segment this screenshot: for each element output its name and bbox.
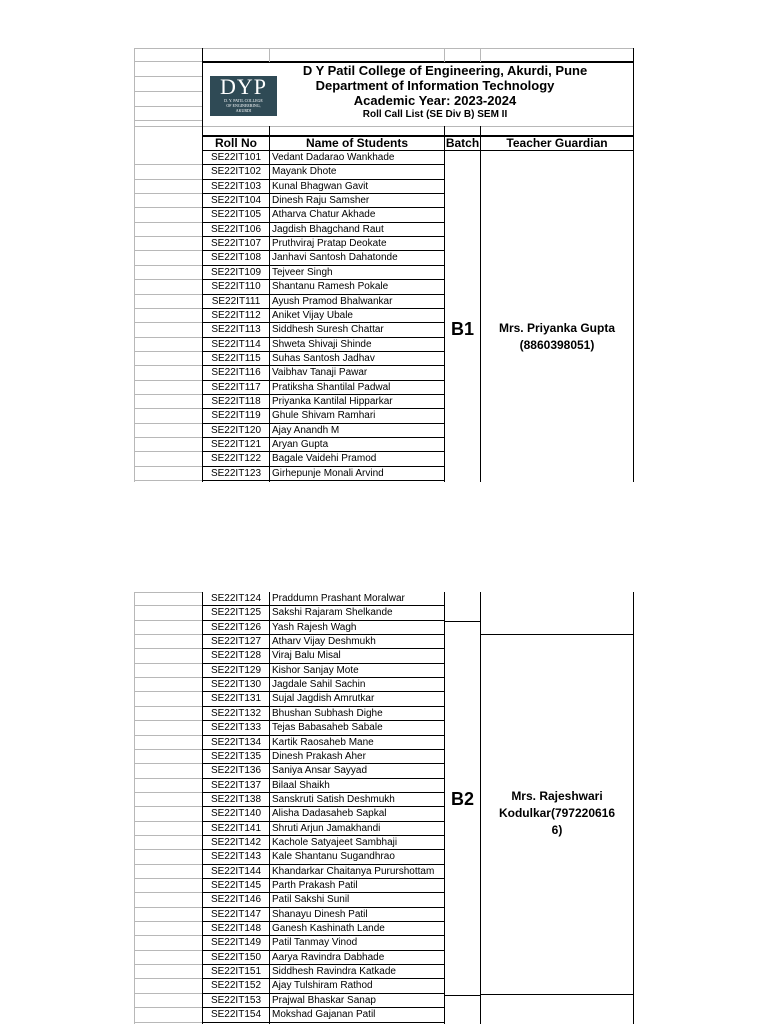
student-name-cell: Sujal Jagdish Amrutkar [272, 693, 375, 705]
logo-line-3: AKURDI [235, 108, 252, 113]
student-name-cell: Aarya Ravindra Dabhade [272, 951, 385, 963]
roll-number-cell: SE22IT118 [211, 395, 261, 407]
roll-number-cell: SE22IT153 [210, 994, 262, 1006]
roll-number-cell: SE22IT127 [210, 636, 262, 648]
roll-number-cell: SE22IT107 [210, 238, 262, 250]
column-header-roll-no: Roll No [215, 136, 257, 150]
roll-number-cell: SE22IT135 [210, 750, 262, 762]
roll-number-cell: SE22IT101 [210, 152, 262, 163]
roll-number-cell: SE22IT150 [210, 951, 262, 963]
roll-number-cell: SE22IT133 [210, 722, 262, 734]
logo-mark: DYP [219, 74, 267, 99]
roll-number-cell: SE22IT125 [210, 607, 262, 619]
roll-number-cell: SE22IT109 [210, 266, 262, 278]
roll-number-cell: SE22IT129 [210, 664, 262, 676]
student-name-cell: Vaibhav Tanaji Pawar [272, 367, 368, 379]
student-name-cell: Siddhesh Suresh Chattar [272, 324, 384, 336]
student-name-cell: Kachole Satyajeet Sambhaji [272, 836, 398, 848]
roll-number-cell: SE22IT144 [210, 865, 262, 877]
roll-number-cell: SE22IT117 [211, 381, 261, 393]
roll-number-cell: SE22IT116 [211, 367, 261, 379]
student-name-cell: Aryan Gupta [272, 439, 329, 450]
student-name-cell: Shanayu Dinesh Patil [272, 908, 368, 920]
student-name-cell: Aniket Vijay Ubale [272, 309, 353, 321]
roll-number-cell: SE22IT147 [210, 908, 262, 920]
student-name-cell: Priyanka Kantilal Hipparkar [272, 395, 393, 407]
roll-number-cell: SE22IT112 [211, 309, 261, 321]
student-name-cell: Patil Tanmay Vinod [272, 937, 358, 949]
academic-year: Academic Year: 2023-2024 [353, 93, 517, 108]
student-name-cell: Girhepunje Monali Arvind [272, 467, 384, 479]
student-name-cell: Patil Sakshi Sunil [272, 894, 350, 906]
guardian-name-b2: Mrs. Rajeshwari [511, 789, 603, 803]
student-name-cell: Praddumn Prashant Moralwar [272, 593, 405, 604]
student-name-cell: Parth Prakash Patil [272, 880, 358, 891]
roll-number-cell: SE22IT114 [211, 338, 261, 350]
roll-number-cell: SE22IT106 [210, 223, 262, 235]
college-logo [210, 76, 277, 116]
student-name-cell: Ajay Anandh M [272, 424, 340, 436]
roll-number-cell: SE22IT154 [210, 1009, 262, 1021]
logo-line-2: OF ENGINEERING, [226, 103, 261, 108]
student-name-cell: Kale Shantanu Sugandhrao [272, 851, 395, 863]
student-name-cell: Tejveer Singh [272, 266, 333, 278]
student-name-cell: Saniya Ansar Sayyad [272, 765, 368, 777]
student-name-cell: Kishor Sanjay Mote [272, 664, 359, 676]
roll-number-cell: SE22IT128 [210, 650, 262, 662]
student-name-cell: Yash Rajesh Wagh [272, 621, 357, 633]
column-header-name: Name of Students [305, 136, 408, 150]
guardian-phone-b2-cont: 6) [551, 823, 563, 837]
roll-number-cell: SE22IT143 [210, 851, 262, 863]
student-name-cell: Bilaal Shaikh [272, 779, 330, 791]
roll-number-cell: SE22IT105 [210, 209, 262, 221]
student-name-cell: Viraj Balu Misal [272, 650, 341, 662]
student-name-cell: Ayush Pramod Bhalwankar [272, 295, 393, 307]
student-name-cell: Bhushan Subhash Dighe [272, 707, 383, 719]
student-name-cell: Ghule Shivam Ramhari [272, 410, 376, 422]
student-name-cell: Jagdish Bhagchand Raut [272, 223, 384, 235]
student-name-cell: Prajwal Bhaskar Sanap [272, 994, 376, 1006]
roll-number-cell: SE22IT148 [210, 923, 262, 935]
roll-number-cell: SE22IT122 [210, 453, 262, 465]
student-name-cell: Sakshi Rajaram Shelkande [272, 607, 393, 619]
roll-number-cell: SE22IT138 [210, 793, 262, 805]
student-name-cell: Jagdale Sahil Sachin [272, 679, 366, 691]
roll-number-cell: SE22IT124 [210, 593, 262, 604]
student-name-cell: Shantanu Ramesh Pokale [272, 281, 389, 293]
guardian-name-b1: Mrs. Priyanka Gupta [498, 321, 616, 335]
roll-number-cell: SE22IT126 [210, 621, 262, 633]
roll-number-cell: SE22IT103 [210, 180, 262, 192]
roll-number-cell: SE22IT111 [211, 295, 261, 307]
guardian-phone-b2: Kodulkar(797220616 [498, 806, 616, 820]
roll-number-cell: SE22IT102 [210, 166, 262, 178]
student-name-cell: Khandarkar Chaitanya Pururshottam [272, 865, 435, 877]
student-name-cell: Mayank Dhote [272, 166, 337, 178]
student-name-cell: Pratiksha Shantilal Padwal [272, 381, 391, 393]
logo-line-1: D. Y. PATIL COLLEGE [224, 98, 263, 103]
roll-number-cell: SE22IT132 [210, 707, 262, 719]
student-name-cell: Tejas Babasaheb Sabale [272, 722, 383, 734]
student-name-cell: Alisha Dadasaheb Sapkal [272, 808, 387, 820]
roll-number-cell: SE22IT119 [211, 410, 261, 422]
student-name-cell: Dinesh Raju Samsher [272, 195, 370, 207]
student-name-cell: Mokshad Gajanan Patil [272, 1009, 376, 1021]
student-name-cell: Pruthviraj Pratap Deokate [272, 238, 387, 250]
student-name-cell: Atharv Vijay Deshmukh [272, 636, 376, 648]
roll-number-cell: SE22IT115 [211, 352, 261, 364]
student-name-cell: Kartik Raosaheb Mane [272, 736, 374, 748]
column-header-teacher-guardian: Teacher Guardian [506, 136, 608, 150]
roll-number-cell: SE22IT149 [210, 937, 262, 949]
student-name-cell: Kunal Bhagwan Gavit [272, 180, 369, 192]
roll-number-cell: SE22IT145 [210, 880, 262, 891]
roll-number-cell: SE22IT140 [210, 808, 262, 820]
student-name-cell: Ganesh Kashinath Lande [272, 923, 385, 935]
roll-number-cell: SE22IT123 [210, 467, 262, 479]
student-name-cell: Atharva Chatur Akhade [272, 209, 376, 221]
guardian-phone-b1: (8860398051) [519, 338, 595, 352]
roll-number-cell: SE22IT130 [210, 679, 262, 691]
student-name-cell: Bagale Vaidehi Pramod [272, 453, 377, 465]
batch-label-b2: B2 [450, 789, 474, 809]
roll-number-cell: SE22IT151 [210, 966, 262, 978]
roll-number-cell: SE22IT142 [210, 836, 262, 848]
roll-number-cell: SE22IT110 [211, 281, 261, 293]
roll-call-title: Roll Call List (SE Div B) SEM II [362, 109, 508, 120]
roll-number-cell: SE22IT108 [210, 252, 262, 264]
roll-number-cell: SE22IT134 [210, 736, 262, 748]
roll-number-cell: SE22IT141 [210, 822, 262, 834]
batch-label-b1: B1 [450, 319, 474, 339]
roll-number-cell: SE22IT113 [211, 324, 261, 336]
roll-number-cell: SE22IT121 [210, 439, 262, 450]
student-name-cell: Shruti Arjun Jamakhandi [272, 822, 381, 834]
roll-number-cell: SE22IT137 [210, 779, 262, 791]
roll-number-cell: SE22IT131 [210, 693, 262, 705]
student-name-cell: Ajay Tulshiram Rathod [272, 980, 373, 992]
roll-number-cell: SE22IT146 [210, 894, 262, 906]
student-name-cell: Siddhesh Ravindra Katkade [272, 966, 396, 978]
student-name-cell: Sanskruti Satish Deshmukh [272, 793, 395, 805]
roll-number-cell: SE22IT152 [210, 980, 262, 992]
student-name-cell: Dinesh Prakash Aher [272, 750, 366, 762]
student-name-cell: Suhas Santosh Jadhav [272, 352, 375, 364]
college-name: D Y Patil College of Engineering, Akurdi, Pune [302, 63, 588, 78]
roll-number-cell: SE22IT120 [210, 424, 262, 436]
department-name: Department of Information Technology [315, 78, 555, 93]
roll-number-cell: SE22IT136 [210, 765, 262, 777]
roll-number-cell: SE22IT104 [210, 195, 262, 207]
student-name-cell: Janhavi Santosh Dahatonde [272, 252, 398, 264]
column-header-batch: Batch [445, 136, 480, 150]
student-name-cell: Shweta Shivaji Shinde [272, 338, 372, 350]
student-name-cell: Vedant Dadarao Wankhade [272, 152, 395, 163]
